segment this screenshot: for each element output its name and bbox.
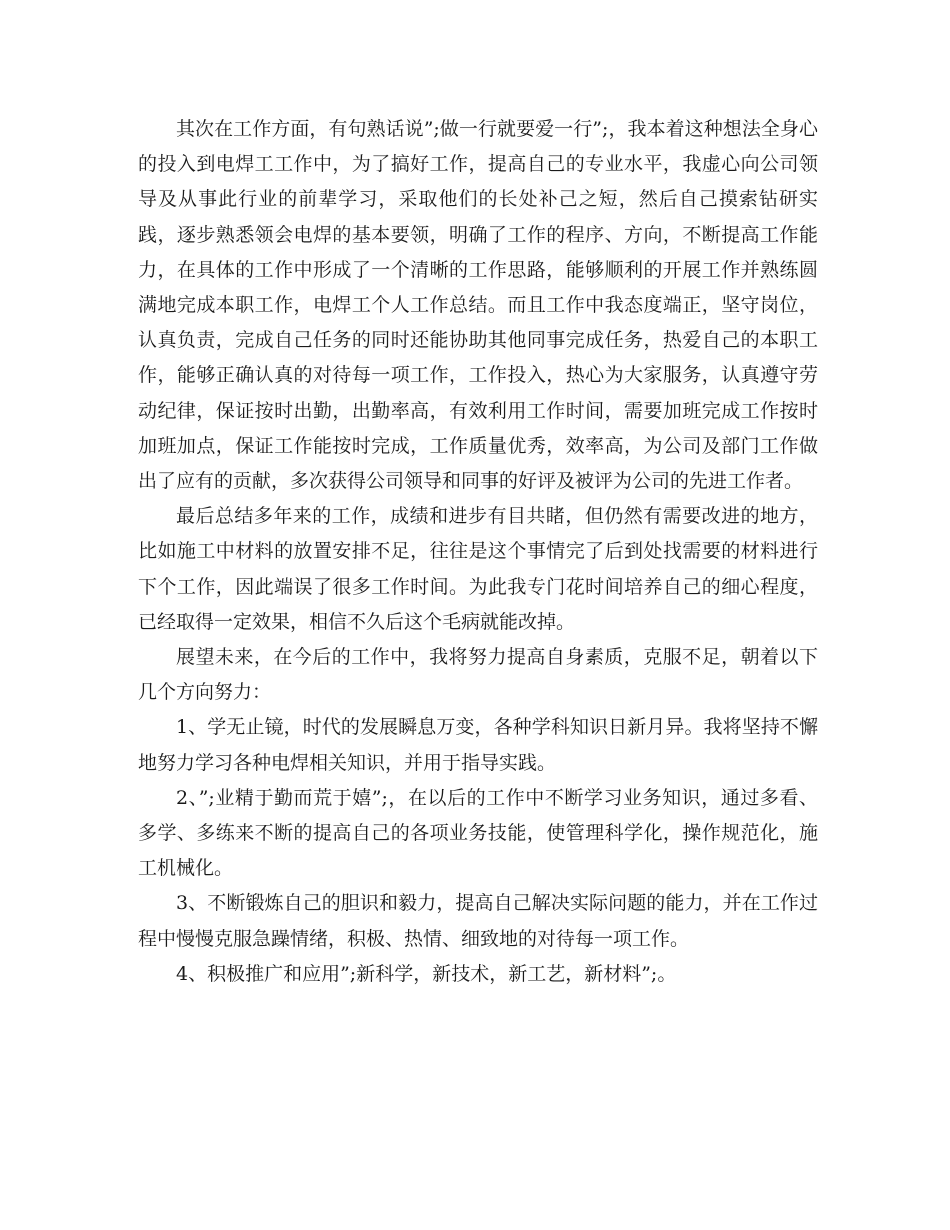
paragraph-outlook: 展望未来，在今后的工作中，我将努力提高自身素质，克服不足，朝着以下几个方向努力： bbox=[138, 646, 818, 704]
document-body bbox=[138, 112, 818, 992]
paragraph-shortcomings: 最后总结多年来的工作，成绩和进步有目共睹，但仍然有需要改进的地方，比如施工中材料的放置安排不足，往往是这个事情完了后到处找需要的材料进行下个工作，因此端误了很多工作时间。为此我专门花时间培养自己的细心程度，已经取得一定效果，相信不久后这个毛病就能改掉。 bbox=[138, 505, 818, 633]
paragraph-goal-1: 1、学无止镜，时代的发展瞬息万变，各种学科知识日新月异。我将坚持不懈地努力学习各种电焊相关知识，并用于指导实践。 bbox=[138, 716, 818, 774]
paragraph-goal-2: 2、”;业精于勤而荒于嬉”;，在以后的工作中不断学习业务知识，通过多看、多学、多练来不断的提高自己的各项业务技能，使管理科学化，操作规范化，施工机械化。 bbox=[138, 786, 818, 880]
paragraph-work-attitude: 其次在工作方面，有句熟话说”;做一行就要爱一行”;，我本着这种想法全身心的投入到电焊工工作中，为了搞好工作，提高自己的专业水平，我虚心向公司领导及从事此行业的前辈学习，采取他们的长处补己之短，然后自己摸索钻研实践，逐步熟悉领会电焊的基本要领，明确了工作的程序、方向，不断提高工作能力，在具体的工作中形成了一个清晰的工作思路，能够顺利的开展工作并熟练圆满地完成本职工作，电焊工个人工作总结。而且工作中我态度端正，坚守岗位，认真负责，完成自己任务的同时还能协助其他同事完成任务，热爱自己的本职工作，能够正确认真的对待每一项工作，工作投入，热心为大家服务，认真遵守劳动纪律，保证按时出勤，出勤率高，有效利用工作时间，需要加班完成工作按时加班加点，保证工作能按时完成，工作质量优秀，效率高，为公司及部门工作做出了应有的贡献，多次获得公司领导和同事的好评及被评为公司的先进工作者。 bbox=[138, 118, 818, 493]
paragraph-goal-3: 3、不断锻炼自己的胆识和毅力，提高自己解决实际问题的能力，并在工作过程中慢慢克服急躁情绪，积极、热情、细致地的对待每一项工作。 bbox=[138, 892, 818, 950]
paragraph-goal-4: 4、积极推广和应用”;新科学，新技术，新工艺，新材料”;。 bbox=[176, 962, 677, 985]
